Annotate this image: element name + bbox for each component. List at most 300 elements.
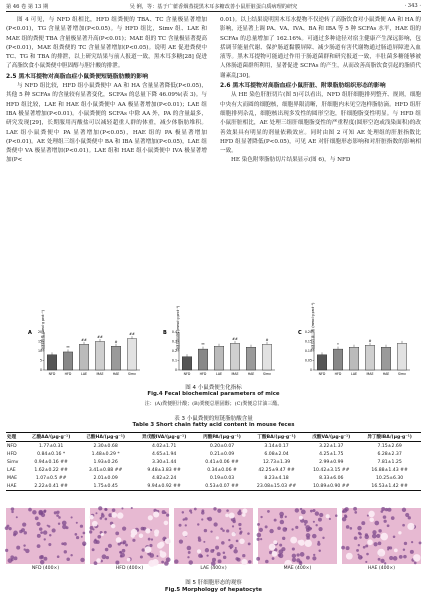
nucleus bbox=[238, 523, 241, 526]
paragraph: 与 NFD 组比较，HFD 组小鼠粪便中 AA 和 HA 含量显著降低(P<0.05)，其他 5 种 SCFAs 的含量较有显著变化，SCFAs 的总量下降 46.09%(表 3)。与 HFD 组比较，LAE 和 HAE 组小鼠粪便中 AA 极显著增加(P<0.01)；LAE 组 IBA 极显著增加(P<0.01)。小鼠粪便的 SCFAs 中除 AA 外，PA 的含量最多，研究发现[29]，长期服用丙酸盐可以减轻超重人群的体重，减少体脂肪堆积。LAE 组小鼠粪便中 PA 显著增加(P<0.05)，HAE 组的 PA 极显著增加(P<0.01)。AE 处理组三组小鼠粪便中 BA 和 IBA 显著增加(P<0.05)，LAE 组粪便中 VA 极显著增加(P<0.01)。LAE 组和 HAE 组小鼠粪便中 IVA 极显著增加(P< bbox=[6, 83, 207, 164]
nucleus bbox=[346, 525, 350, 529]
table-cell: 7.81±1.25 bbox=[377, 459, 402, 465]
nucleus bbox=[38, 510, 43, 515]
lipid-vacuole bbox=[127, 558, 131, 562]
figure-5 bbox=[6, 508, 421, 574]
nucleus bbox=[242, 554, 245, 557]
nucleus bbox=[206, 555, 208, 557]
paragraph: 从 HE 染色肝脏切片(图 5)可以看出，NFD 组肝细胞排列整齐、规则，细胞中央有大而圆的细胞核，细胞界限清晰，肝细胞内未见空泡样脂肪滴。HFD 组肝细胞排列杂乱，细胞核出现多发性的圆形空泡，肝细胞脂变性明显。与 HFD 组小鼠肝脏相比，AE 处理三组肝细胞脂变性的严重程度(圆形空泡或浅染面积)的改善效果具有明显的剂量依赖效应。同时由图 2 可知 AE 处理组的肝脏指数比 HFD 组显著降低(P<0.05)，可见 AE 对肝细胞形态影响和对肝脏指数的影响相一致。 bbox=[220, 92, 421, 155]
nucleus bbox=[257, 533, 262, 538]
table-cell: 4.25±1.75 bbox=[319, 451, 344, 457]
table-cell: 0.94±0.16 ## bbox=[34, 459, 68, 465]
nucleus bbox=[13, 533, 16, 536]
nucleus bbox=[239, 527, 241, 529]
right-column bbox=[220, 16, 421, 166]
nucleus bbox=[280, 520, 284, 524]
lipid-vacuole bbox=[164, 521, 169, 526]
table-cell: 7.15±2.69 bbox=[377, 443, 402, 449]
y-tick-label: 0.2 bbox=[171, 349, 177, 354]
x-tick-label: HAE bbox=[247, 372, 255, 376]
x-tick-label: MAE bbox=[96, 372, 104, 376]
table-row bbox=[6, 474, 421, 482]
nucleus bbox=[5, 549, 8, 552]
nucleus bbox=[419, 541, 422, 544]
nucleus bbox=[237, 558, 241, 562]
nucleus bbox=[235, 547, 237, 549]
nucleus bbox=[402, 508, 406, 512]
nucleus bbox=[282, 537, 285, 540]
table-row bbox=[6, 450, 421, 458]
bar bbox=[381, 347, 391, 370]
nucleus bbox=[203, 541, 205, 543]
lipid-vacuole bbox=[326, 514, 330, 518]
nucleus bbox=[393, 535, 396, 538]
nucleus bbox=[380, 559, 384, 563]
table-cell: 6.28±2.37 bbox=[377, 451, 402, 457]
nucleus bbox=[184, 517, 187, 520]
nucleus bbox=[318, 518, 322, 522]
table-cell: 4.65±1.94 bbox=[151, 451, 177, 457]
nucleus bbox=[76, 522, 78, 524]
nucleus bbox=[354, 511, 357, 514]
nucleus bbox=[115, 561, 119, 565]
nucleus bbox=[23, 544, 25, 546]
lipid-vacuole bbox=[145, 528, 150, 533]
nucleus bbox=[105, 518, 108, 521]
lipid-vacuole bbox=[407, 523, 414, 530]
nucleus bbox=[54, 511, 57, 514]
tissue-texture bbox=[342, 508, 421, 564]
nucleus bbox=[64, 550, 67, 553]
nucleus bbox=[387, 524, 390, 527]
nucleus bbox=[11, 507, 15, 511]
table-cell: 10.89±0.90 ## bbox=[313, 483, 350, 489]
nucleus bbox=[247, 532, 250, 535]
header-cell: 异丁酸IBA/(μg·g⁻¹) bbox=[367, 435, 412, 440]
table-cell: 0.53±0.07 ## bbox=[205, 483, 239, 489]
x-tick-label: MAE bbox=[231, 372, 239, 376]
header-cell: 乙酸AA/(μg·g⁻¹) bbox=[31, 435, 71, 440]
nucleus bbox=[279, 512, 284, 517]
nucleus bbox=[200, 555, 203, 558]
nucleus bbox=[179, 540, 183, 544]
lipid-vacuole bbox=[269, 544, 276, 551]
lipid-vacuole bbox=[160, 551, 167, 558]
nucleus bbox=[104, 508, 107, 511]
nucleus bbox=[201, 511, 204, 514]
nucleus bbox=[285, 516, 287, 518]
x-tick-label: NFD bbox=[183, 372, 191, 376]
significance-mark: ** bbox=[66, 345, 70, 350]
nucleus bbox=[315, 524, 317, 526]
significance-mark: ## bbox=[232, 336, 238, 341]
lipid-vacuole bbox=[239, 539, 245, 545]
micrograph-label: HFD (400×) bbox=[115, 566, 144, 571]
nucleus bbox=[389, 556, 393, 560]
micrograph-label: LAE (400×) bbox=[200, 566, 227, 571]
nucleus bbox=[8, 527, 11, 530]
nucleus bbox=[58, 522, 60, 524]
lipid-vacuole bbox=[145, 546, 152, 553]
nucleus bbox=[125, 544, 128, 547]
nucleus bbox=[269, 529, 273, 533]
lipid-vacuole bbox=[346, 553, 353, 560]
table-cell: 1.48±0.29 * bbox=[91, 451, 120, 457]
table-cell: 2.30±0.68 bbox=[93, 443, 118, 449]
nucleus bbox=[217, 552, 221, 556]
x-tick-label: Simv bbox=[263, 372, 271, 376]
bar bbox=[111, 346, 121, 370]
nucleus bbox=[28, 508, 32, 512]
table-row bbox=[6, 466, 421, 474]
lipid-vacuole bbox=[298, 540, 302, 544]
nucleus bbox=[161, 561, 164, 564]
paragraph: 0.01)。以上结果说明黑木耳水提物不仅逆转了高脂饮食对小鼠粪便 AA 和 HA 的影响，还显著上调 PA、VA、IVA、BA 和 IBA 等 5 种 SCFAs 水平，HAE 组的 SCFAs 的总量增加了 162.16%。可通过多种途径对宿主健康产生深远影响，包括调节能量代谢、保护肠道黏膜屏障、减少肠道有害代谢物通过肠道屏障进入血液等。黑木耳提物可能通过作用于肠道菌群和研究报道一致，丰肚菌多糖能够被人体肠道菌群所利用，显著促进 SCFAs 的产生，从而改善高脂饮食引起的脂质代谢紊乱[30]。 bbox=[220, 17, 421, 79]
lipid-vacuole bbox=[92, 521, 98, 527]
bar bbox=[95, 342, 105, 371]
y-tick-label: 5 bbox=[39, 358, 42, 363]
nucleus bbox=[187, 546, 192, 551]
nucleus bbox=[97, 535, 101, 539]
significance-mark: # bbox=[114, 339, 118, 344]
nucleus bbox=[35, 516, 39, 520]
significance-mark: # bbox=[265, 337, 269, 342]
nucleus bbox=[260, 516, 262, 518]
section-heading-2-5: 2.5 黑木耳提物对高脂血症小鼠粪便短链脂肪酸的影响 bbox=[6, 73, 149, 80]
lipid-vacuole bbox=[398, 531, 401, 534]
nucleus bbox=[80, 525, 83, 528]
panel-c bbox=[296, 302, 416, 380]
nucleus bbox=[335, 514, 338, 517]
lipid-vacuole bbox=[241, 559, 247, 565]
nucleus bbox=[256, 557, 260, 561]
lipid-vacuole bbox=[380, 533, 388, 541]
y-tick-label: 0 bbox=[39, 368, 42, 373]
table-cell: 1.62±0.22 ## bbox=[34, 467, 68, 473]
bar bbox=[317, 355, 327, 370]
nucleus bbox=[98, 506, 102, 510]
table-cell: 16.88±1.43 ## bbox=[371, 467, 408, 473]
nucleus bbox=[80, 558, 84, 562]
micrograph-hae bbox=[342, 508, 421, 564]
table-cell: 3.41±0.88 ## bbox=[88, 467, 123, 473]
nucleus bbox=[40, 531, 43, 534]
nucleus bbox=[57, 555, 60, 558]
nucleus bbox=[411, 541, 413, 543]
nucleus bbox=[236, 540, 239, 543]
nucleus bbox=[356, 549, 359, 552]
y-tick-label: 0.20 bbox=[304, 330, 312, 335]
tissue-texture bbox=[258, 508, 337, 564]
bar bbox=[63, 352, 73, 370]
lipid-vacuole bbox=[272, 551, 278, 557]
nucleus bbox=[101, 513, 103, 515]
nucleus bbox=[378, 529, 381, 532]
nucleus bbox=[292, 558, 296, 562]
nucleus bbox=[83, 532, 86, 535]
nucleus bbox=[115, 532, 119, 536]
table-cell: 16.53±1.42 ## bbox=[371, 483, 408, 489]
table-cell: 1.93±0.26 bbox=[93, 459, 118, 465]
nucleus bbox=[189, 509, 192, 512]
nucleus bbox=[106, 556, 109, 559]
lipid-vacuole bbox=[242, 508, 247, 513]
nucleus bbox=[358, 544, 360, 546]
nucleus bbox=[272, 557, 275, 560]
y-tick-label: 0 bbox=[309, 368, 312, 373]
paragraph: 图 4 可见，与 NFD 组相比，HFD 组粪便的 TBA、TC 含量极显著增加(P<0.01)，TG 含量显著增加(P<0.05)。与 HFD 组比，Simv 组、LAE 和 MAE 组的粪便 TBA 含量极显著升高(P<0.01)；MAE 组的 TC 含量极显著提高(P<0.01)，MAE 组粪便的 TC 含量显著增加(P<0.05)。说明 AE 促进粪便中 TC、TG 和 TBA 的排泄，以上研究结果与前人报道一致，黑木耳多糖[28] 促进了高脂饮食小鼠粪便中胆固醇与胆汁酸的排泄。 bbox=[6, 17, 208, 70]
nucleus bbox=[313, 521, 315, 523]
nucleus bbox=[131, 507, 133, 509]
nucleus bbox=[399, 555, 403, 559]
nucleus bbox=[393, 556, 398, 561]
nucleus bbox=[198, 536, 201, 539]
nucleus bbox=[403, 549, 405, 551]
significance-mark: # bbox=[368, 338, 372, 343]
y-tick-label: 0.15 bbox=[304, 339, 312, 344]
significance-mark: ## bbox=[97, 335, 103, 339]
running-header bbox=[6, 3, 421, 12]
lipid-vacuole bbox=[154, 529, 159, 534]
nucleus bbox=[100, 517, 103, 520]
nucleus bbox=[376, 534, 380, 538]
bar bbox=[47, 355, 57, 370]
header-cell: 丁酸BA/(μg·g⁻¹) bbox=[257, 435, 296, 440]
nucleus bbox=[108, 544, 112, 548]
nucleus bbox=[292, 547, 295, 550]
nucleus bbox=[214, 522, 218, 526]
lipid-vacuole bbox=[367, 539, 373, 545]
nucleus bbox=[197, 523, 199, 525]
nucleus bbox=[260, 538, 262, 540]
nucleus bbox=[205, 548, 209, 552]
lipid-vacuole bbox=[232, 532, 236, 536]
nucleus bbox=[39, 527, 43, 531]
y-tick-label: 0.1 bbox=[171, 358, 177, 363]
nucleus bbox=[403, 555, 407, 559]
bar bbox=[333, 349, 343, 370]
nucleus bbox=[391, 516, 395, 520]
table-cell: 0.20±0.07 bbox=[209, 443, 235, 449]
y-axis-label: 粪便胆汁酸 (μmol·g prot⁻¹) bbox=[41, 310, 45, 351]
nucleus bbox=[312, 534, 317, 539]
lipid-vacuole bbox=[89, 515, 93, 519]
nucleus bbox=[232, 525, 234, 527]
nucleus bbox=[410, 550, 414, 554]
nucleus bbox=[300, 508, 302, 510]
y-tick-label: 20 bbox=[37, 330, 42, 335]
table-row bbox=[6, 482, 421, 491]
x-tick-label: Simv bbox=[398, 372, 406, 376]
nucleus bbox=[373, 542, 377, 546]
nucleus bbox=[213, 507, 216, 510]
lipid-vacuole bbox=[96, 558, 101, 563]
nucleus bbox=[102, 554, 107, 559]
nucleus bbox=[292, 554, 296, 558]
nucleus bbox=[40, 560, 44, 564]
nucleus bbox=[312, 509, 315, 512]
bar-chart-b bbox=[161, 305, 281, 380]
nucleus bbox=[402, 524, 405, 527]
nucleus bbox=[228, 539, 230, 541]
nucleus bbox=[151, 538, 153, 540]
table-cell: 3.14±0.17 bbox=[264, 443, 289, 449]
micrograph-lae bbox=[174, 508, 253, 564]
nucleus bbox=[43, 510, 46, 513]
table-cell: 9.48±3.83 ## bbox=[147, 467, 181, 473]
nucleus bbox=[291, 528, 293, 530]
y-tick-label: 0.05 bbox=[304, 358, 312, 363]
nucleus bbox=[5, 526, 9, 530]
nucleus bbox=[359, 536, 362, 539]
table-cell: 1.75±0.45 bbox=[93, 483, 118, 489]
bar bbox=[79, 344, 89, 370]
lipid-vacuole bbox=[153, 511, 159, 517]
nucleus bbox=[341, 546, 345, 550]
table-cell: 6.08±2.04 bbox=[264, 451, 289, 457]
nucleus bbox=[25, 549, 29, 553]
nucleus bbox=[257, 538, 260, 541]
nucleus bbox=[179, 524, 182, 527]
lipid-vacuole bbox=[413, 554, 420, 561]
x-tick-label: HAE bbox=[382, 372, 390, 376]
nucleus bbox=[174, 559, 178, 563]
bar-chart-c bbox=[296, 302, 416, 380]
panel-b bbox=[161, 305, 281, 380]
nucleus bbox=[389, 546, 392, 549]
nucleus bbox=[357, 526, 362, 531]
nucleus bbox=[188, 560, 192, 564]
tissue-texture bbox=[90, 508, 169, 564]
nucleus bbox=[233, 520, 236, 523]
table-cell: 0.21±0.09 bbox=[209, 451, 235, 457]
lipid-vacuole bbox=[229, 513, 235, 519]
nucleus bbox=[89, 530, 92, 533]
nucleus bbox=[322, 537, 324, 539]
lipid-vacuole bbox=[377, 549, 385, 557]
x-tick-label: LAE bbox=[80, 372, 88, 376]
y-tick-label: 0.4 bbox=[171, 330, 177, 335]
nucleus bbox=[14, 556, 18, 560]
nucleus bbox=[378, 558, 381, 561]
bar bbox=[214, 346, 224, 370]
nucleus bbox=[226, 509, 229, 512]
nucleus bbox=[166, 514, 169, 517]
nucleus bbox=[66, 557, 70, 561]
nucleus bbox=[349, 527, 352, 530]
nucleus bbox=[121, 507, 123, 509]
nucleus bbox=[346, 546, 350, 550]
lipid-vacuole bbox=[131, 533, 135, 537]
header-cell: 处理 bbox=[7, 435, 17, 440]
nucleus bbox=[300, 552, 305, 557]
table-row bbox=[6, 442, 421, 451]
table-cell: 8.23±4.18 bbox=[264, 475, 289, 481]
bar bbox=[182, 357, 192, 370]
nucleus bbox=[212, 558, 216, 562]
nucleus bbox=[162, 510, 166, 514]
lipid-vacuole bbox=[368, 511, 374, 517]
nucleus bbox=[16, 546, 20, 550]
micrograph-label: NFD (400×) bbox=[31, 566, 60, 571]
table-cell: 1.07±0.5 ## bbox=[35, 475, 67, 481]
nucleus bbox=[22, 522, 26, 526]
lipid-vacuole bbox=[157, 543, 163, 549]
nucleus bbox=[122, 549, 126, 553]
nucleus bbox=[363, 546, 366, 549]
nucleus bbox=[207, 517, 210, 520]
nucleus bbox=[319, 550, 321, 552]
nucleus bbox=[188, 551, 191, 554]
nucleus bbox=[372, 534, 377, 539]
nucleus bbox=[279, 553, 284, 558]
table-cell: 0.84±0.16 * bbox=[37, 451, 66, 457]
nucleus bbox=[194, 508, 197, 511]
nucleus bbox=[112, 508, 116, 512]
nucleus bbox=[306, 556, 310, 560]
nucleus bbox=[414, 562, 417, 565]
nucleus bbox=[361, 521, 365, 525]
lipid-vacuole bbox=[101, 533, 104, 536]
nucleus bbox=[319, 513, 323, 517]
lipid-vacuole bbox=[116, 537, 122, 543]
nucleus bbox=[387, 508, 391, 512]
nucleus bbox=[148, 538, 151, 541]
nucleus bbox=[212, 549, 214, 551]
nucleus bbox=[233, 549, 237, 553]
nucleus bbox=[105, 548, 109, 552]
nucleus bbox=[296, 558, 300, 562]
nucleus bbox=[295, 508, 299, 512]
significance-mark: ## bbox=[129, 332, 135, 337]
micrograph-label: MAE (400×) bbox=[283, 566, 312, 571]
nucleus bbox=[408, 516, 411, 519]
lipid-vacuole bbox=[299, 516, 303, 520]
nucleus bbox=[342, 517, 346, 521]
nucleus bbox=[223, 552, 226, 555]
running-title: 吴 俐，等：基于广藿香烟蒸提黑木耳多糖改善小鼠肝脏蛋白质病理的研究 bbox=[129, 4, 298, 10]
header-cell: 丙酸PA/(μg·g⁻¹) bbox=[203, 435, 241, 440]
bar bbox=[198, 349, 208, 370]
nucleus bbox=[56, 514, 59, 517]
nucleus bbox=[185, 524, 187, 526]
nucleus bbox=[304, 524, 306, 526]
nucleus bbox=[11, 511, 14, 514]
nucleus bbox=[267, 510, 270, 513]
nucleus bbox=[71, 516, 73, 518]
table-cell: 23.08±15.03 ## bbox=[256, 483, 297, 489]
page-number: · 343 · bbox=[404, 3, 421, 9]
table-cell: Simv bbox=[7, 459, 19, 465]
lipid-vacuole bbox=[112, 512, 118, 518]
nucleus bbox=[95, 512, 97, 514]
table-3-caption: 表 3 小鼠粪便的短链脂肪酸含量 bbox=[174, 416, 253, 422]
table-cell: 10.42±3.15 ## bbox=[313, 467, 350, 473]
nucleus bbox=[361, 556, 363, 558]
nucleus bbox=[248, 560, 252, 564]
nucleus bbox=[365, 544, 368, 547]
bar bbox=[397, 343, 407, 370]
nucleus bbox=[310, 527, 312, 529]
nucleus bbox=[220, 527, 223, 530]
lipid-vacuole bbox=[242, 513, 246, 517]
table-cell: HFD bbox=[7, 451, 17, 457]
nucleus bbox=[52, 528, 56, 532]
nucleus bbox=[259, 528, 263, 532]
figure-4-caption-en: Fig.4 Fecal biochemical parameters of mice bbox=[147, 391, 280, 397]
nucleus bbox=[374, 521, 379, 526]
nucleus bbox=[381, 507, 385, 511]
